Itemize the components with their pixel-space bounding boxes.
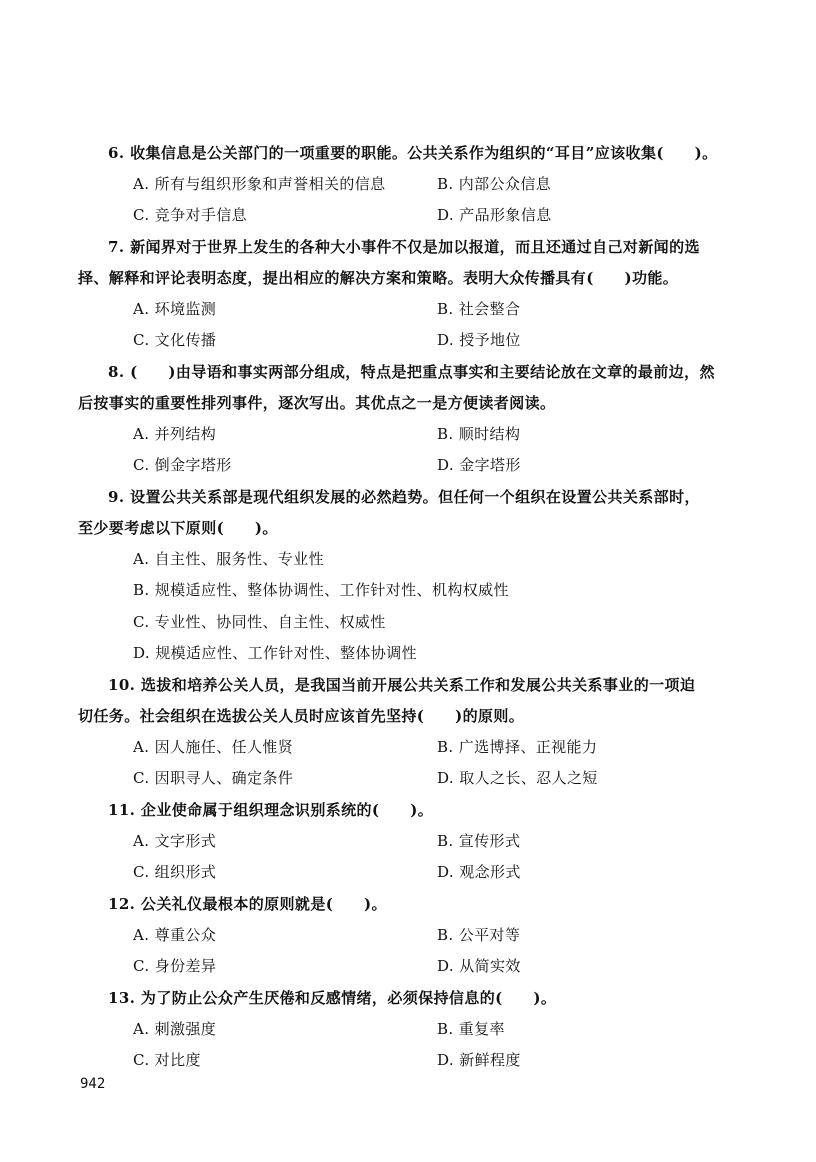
question-10-option-c: C. 因职寻人、确定条件 (133, 769, 294, 787)
question-13-option-b: B. 重复率 (437, 1020, 505, 1038)
question-10-option-a: A. 因人施任、任人惟贤 (133, 738, 294, 756)
question-12-text: 12. 公关礼仪最根本的原则就是( )。 (108, 895, 387, 913)
question-8-option-b: B. 顺时结构 (437, 425, 521, 443)
question-7-option-b: B. 社会整合 (437, 300, 521, 318)
question-12-option-c: C. 身份差异 (133, 957, 217, 975)
question-6-text: 6. 收集信息是公关部门的一项重要的职能。公共关系作为组织的“耳目”应该收集( )。 (108, 144, 718, 162)
question-7-option-a: A. 环境监测 (133, 300, 217, 318)
question-7-option-d: D. 授予地位 (437, 331, 521, 349)
question-11-option-c: C. 组织形式 (133, 863, 217, 881)
question-9-option-c: C. 专业性、协同性、自主性、权威性 (133, 613, 386, 631)
page-number: 942 (80, 1076, 106, 1092)
question-7-option-c: C. 文化传播 (133, 331, 217, 349)
question-11-option-d: D. 观念形式 (437, 863, 521, 881)
question-13-option-a: A. 刺激强度 (133, 1020, 217, 1038)
question-10-option-d: D. 取人之长、忍人之短 (437, 769, 598, 787)
question-8-text-line1: 8. ( )由导语和事实两部分组成，特点是把重点事实和主要结论放在文章的最前边，然 (108, 363, 715, 381)
question-12-option-b: B. 公平对等 (437, 926, 521, 944)
question-9-option-d: D. 规模适应性、工作针对性、整体协调性 (133, 644, 418, 662)
question-6-option-c: C. 竞争对手信息 (133, 206, 248, 224)
question-10-text-line1: 10. 选拔和培养公关人员，是我国当前开展公共关系工作和发展公共关系事业的一项迫 (108, 676, 696, 694)
question-6-option-a: A. 所有与组织形象和声誉相关的信息 (133, 175, 386, 193)
question-11-text: 11. 企业使命属于组织理念识别系统的( )。 (108, 801, 434, 819)
question-13-option-c: C. 对比度 (133, 1051, 201, 1069)
question-11-option-b: B. 宣传形式 (437, 832, 521, 850)
question-9-option-a: A. 自主性、服务性、专业性 (133, 550, 324, 568)
question-6-option-d: D. 产品形象信息 (437, 206, 552, 224)
question-7-text-line1: 7. 新闻界对于世界上发生的各种大小事件不仅是加以报道，而且还通过自己对新闻的选 (108, 238, 700, 256)
question-13-text: 13. 为了防止公众产生厌倦和反感情绪，必须保持信息的( )。 (108, 989, 557, 1007)
question-9-text-line1: 9. 设置公共关系部是现代组织发展的必然趋势。但任何一个组织在设置公共关系部时， (108, 488, 700, 506)
question-8-option-c: C. 倒金字塔形 (133, 456, 232, 474)
question-9-text-line2: 至少要考虑以下原则( )。 (78, 519, 278, 537)
question-12-option-a: A. 尊重公众 (133, 926, 217, 944)
question-10-text-line2: 切任务。社会组织在选拔公关人员时应该首先坚持( )的原则。 (78, 707, 525, 725)
question-8-option-d: D. 金字塔形 (437, 456, 521, 474)
question-8-text-line2: 后按事实的重要性排列事件，逐次写出。其优点之一是方便读者阅读。 (78, 394, 556, 412)
question-8-option-a: A. 并列结构 (133, 425, 217, 443)
question-13-option-d: D. 新鲜程度 (437, 1051, 521, 1069)
question-12-option-d: D. 从简实效 (437, 957, 521, 975)
question-6-option-b: B. 内部公众信息 (437, 175, 552, 193)
question-7-text-line2: 择、解释和评论表明态度，提出相应的解决方案和策略。表明大众传播具有( )功能。 (78, 269, 679, 287)
question-11-option-a: A. 文字形式 (133, 832, 217, 850)
question-10-option-b: B. 广选博择、正视能力 (437, 738, 598, 756)
question-9-option-b: B. 规模适应性、整体协调性、工作针对性、机构权威性 (133, 581, 509, 599)
